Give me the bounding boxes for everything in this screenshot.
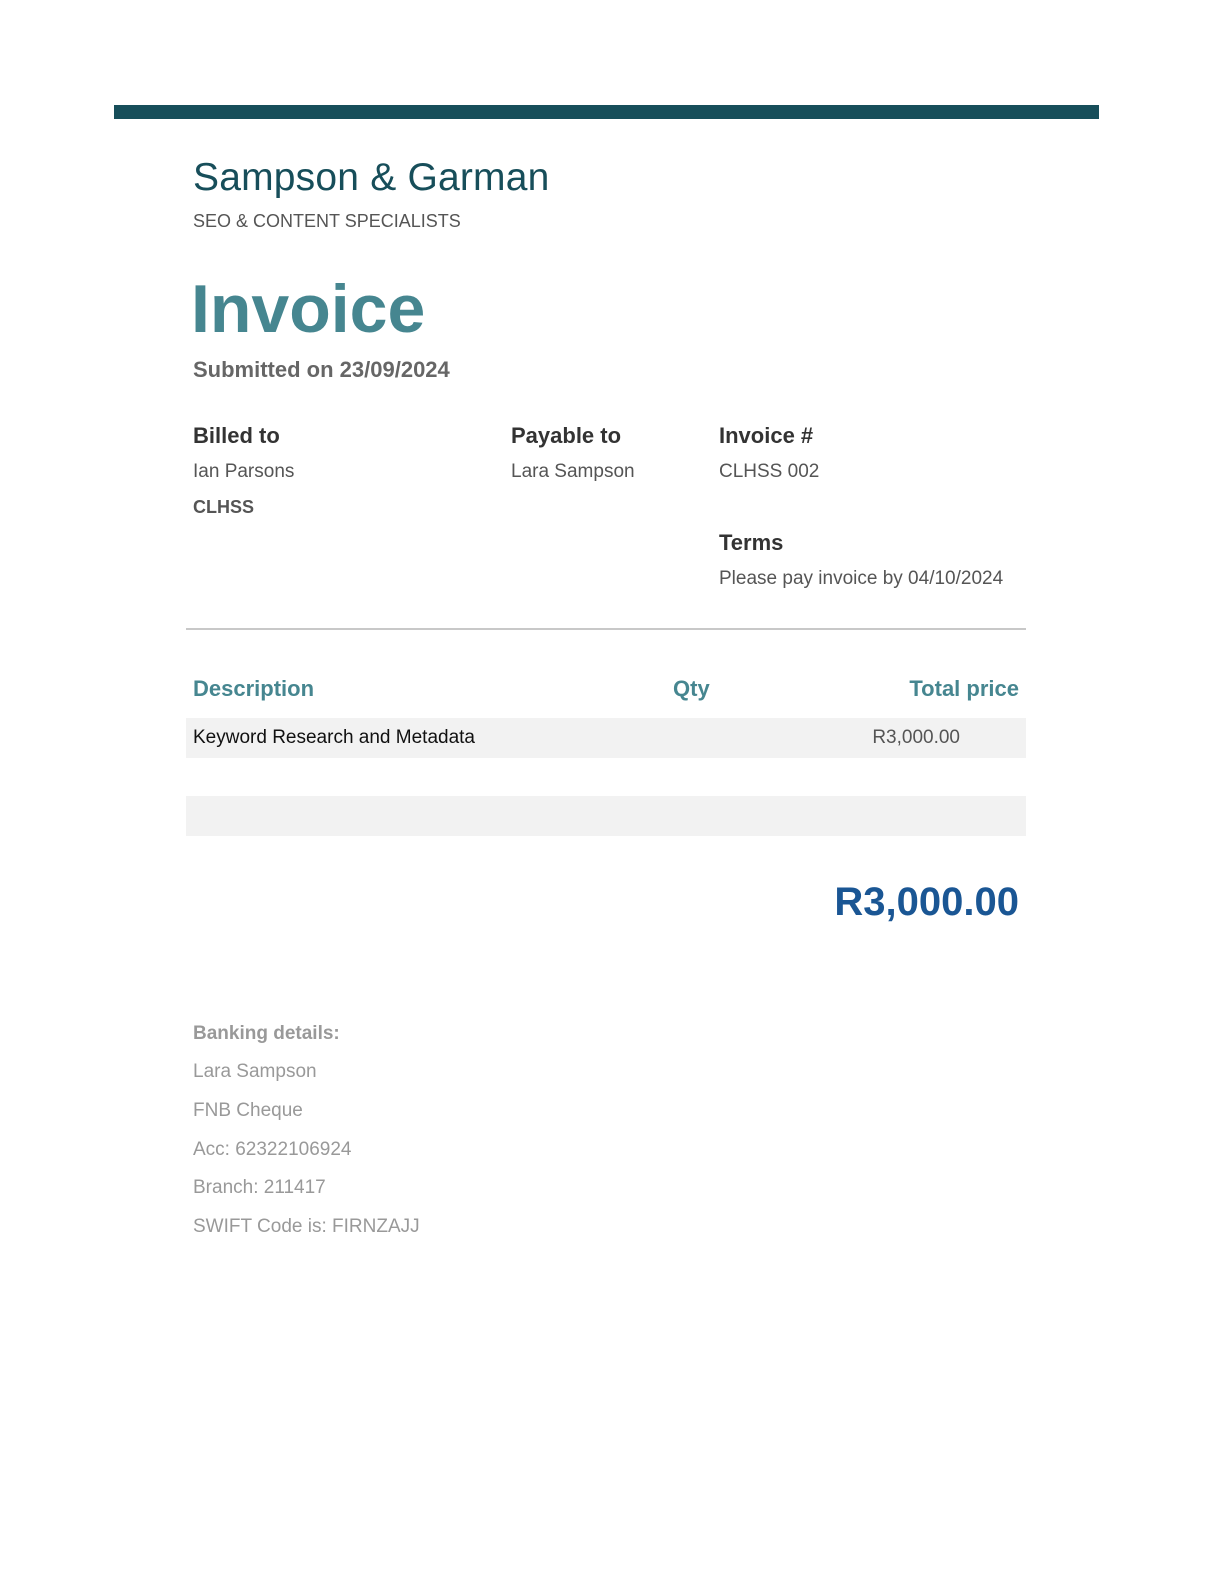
billed-to-name: Ian Parsons <box>193 461 295 482</box>
column-header-total-price: Total price <box>909 676 1019 701</box>
table-row <box>186 758 1026 798</box>
invoice-total: R3,000.00 <box>834 880 1019 924</box>
column-header-description: Description <box>193 676 315 701</box>
banking-details-title: Banking details: <box>193 1023 340 1044</box>
billed-to-company: CLHSS <box>193 497 255 517</box>
row-total-price: R3,000.00 <box>872 727 960 748</box>
column-header-qty: Qty <box>673 676 710 701</box>
table-row <box>186 796 1026 836</box>
terms-label: Terms <box>719 530 784 555</box>
company-name: Sampson & Garman <box>193 156 550 199</box>
payable-to-name: Lara Sampson <box>511 461 635 482</box>
invoice-title: Invoice <box>191 271 426 347</box>
banking-bank-name: FNB Cheque <box>193 1100 303 1121</box>
header-accent-bar <box>114 105 1099 119</box>
terms-value: Please pay invoice by 04/10/2024 <box>719 568 1004 589</box>
submitted-date-value: 23/09/2024 <box>339 357 450 382</box>
company-tagline: SEO & CONTENT SPECIALISTS <box>193 211 461 231</box>
invoice-number-value: CLHSS 002 <box>719 461 820 482</box>
payable-to-label: Payable to <box>511 423 622 448</box>
banking-swift-code: SWIFT Code is: FIRNZAJJ <box>193 1216 420 1237</box>
invoice-number-label: Invoice # <box>719 423 814 448</box>
banking-account-number: Acc: 62322106924 <box>193 1139 352 1160</box>
banking-account-holder: Lara Sampson <box>193 1061 317 1082</box>
submitted-label: Submitted on <box>193 357 334 382</box>
section-divider <box>186 628 1026 630</box>
billed-to-label: Billed to <box>193 423 280 448</box>
submitted-date <box>193 357 450 383</box>
row-description: Keyword Research and Metadata <box>193 727 475 748</box>
table-row <box>186 718 1026 758</box>
banking-branch-code: Branch: 211417 <box>193 1177 326 1198</box>
